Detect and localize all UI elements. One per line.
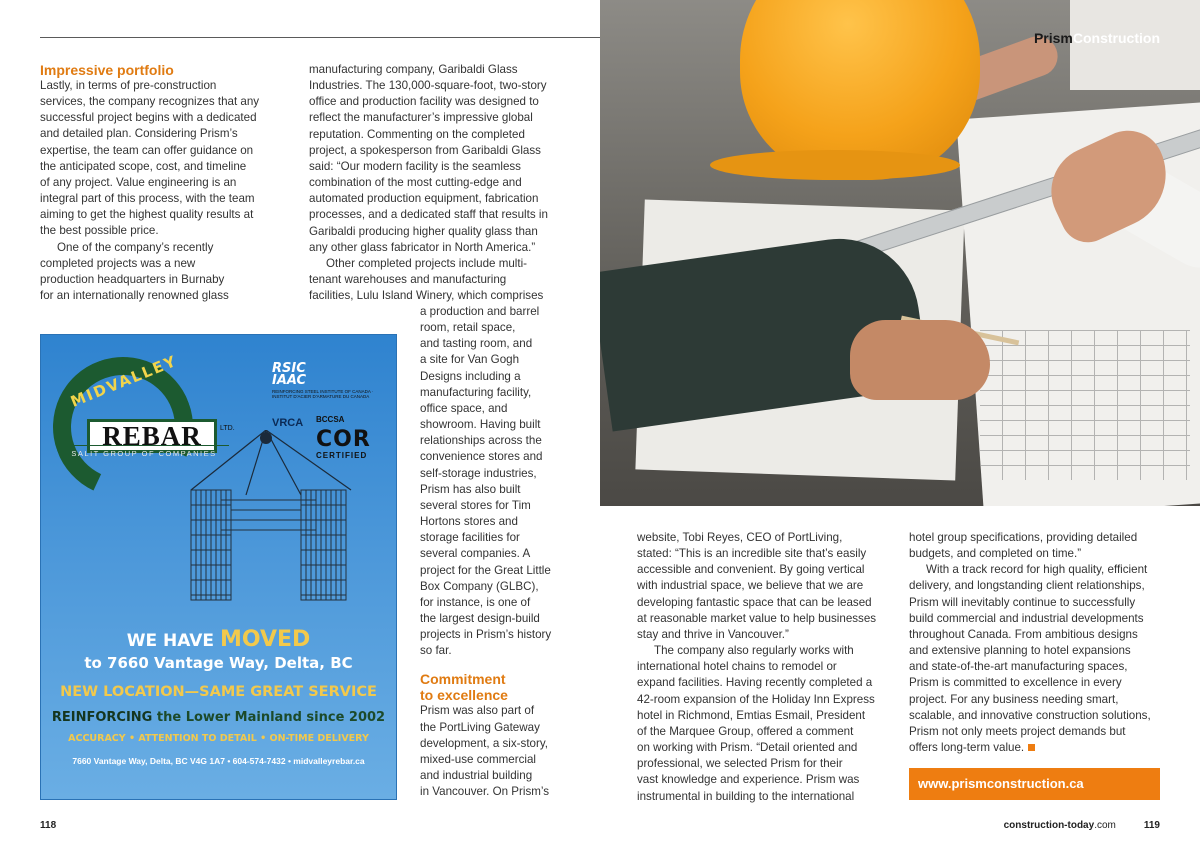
text-line: Designs including a <box>420 369 521 383</box>
column-left-1 <box>40 62 280 304</box>
text-line: accessible and convenient. By going vertical <box>637 563 865 577</box>
text-line: stay and thrive in Vancouver.” <box>637 627 789 641</box>
text-line: Prism will inevitably continue to successfully <box>909 595 1136 609</box>
text-line: stated: “This is an incredible site that’s easily <box>637 547 867 561</box>
paragraph <box>909 562 1164 756</box>
paragraph <box>909 530 1164 562</box>
midvalley-rebar-ad <box>40 334 397 800</box>
text-line: for an internationally renowned glass <box>40 289 229 303</box>
text-line: several stores for Tim <box>420 498 531 512</box>
ad-contact: 7660 Vantage Way, Delta, BC V4G 1A7 • 604-574-7432 • midvalleyrebar.ca <box>72 756 365 766</box>
paragraph <box>309 256 564 304</box>
page-number-left: 118 <box>40 820 57 831</box>
text-line: vast knowledge and experience. Prism was <box>637 773 860 787</box>
text-line: and tasting room, and <box>420 337 533 351</box>
midvalley-logo: MIDVALLEY REBAR LTD. <box>53 357 223 467</box>
certification-logos: RSIC IAAC REINFORCING STEEL INSTITUTE OF CANADA · INSTITUT D'ACIER D'ARMATURE DU CANADA VRCA BCCSA COR CERTIFIED <box>272 363 382 399</box>
paragraph <box>420 304 570 659</box>
text-line: convenience stores and <box>420 450 543 464</box>
text-line: of the Marquee Group, offered a comment <box>637 724 854 738</box>
text-line: room, retail space, <box>420 321 516 335</box>
writing-hand <box>850 320 990 400</box>
text-line: Industries. The 130,000-square-foot, two-story <box>309 79 547 93</box>
text-line: a site for Van Gogh <box>420 353 520 367</box>
text-line: in Vancouver. On Prism’s <box>420 785 550 799</box>
column-right-1 <box>637 530 897 805</box>
text-line: Garibaldi producing higher quality glass than <box>309 224 538 238</box>
text-line: hotel group specifications, providing detailed <box>909 531 1138 544</box>
text-line: said: “Our modern facility is the seamless <box>309 159 521 173</box>
end-mark-icon <box>1028 744 1035 751</box>
text-line: office space, and <box>420 401 508 415</box>
text-line: Lastly, in terms of pre-construction <box>40 79 217 92</box>
paragraph <box>309 62 564 256</box>
text-line: projects in Prism’s history <box>420 628 552 642</box>
text-line: One of the company’s recently <box>57 240 214 254</box>
text-line: With a track record for high quality, efficient <box>926 563 1148 577</box>
text-line: expertise, the team can offer guidance on <box>40 143 254 157</box>
text-line: manufacturing company, Garibaldi Glass <box>309 63 518 76</box>
text-line: aiming to get the highest quality results at <box>40 208 254 222</box>
text-line: self-storage industries, <box>420 466 537 480</box>
brand-prism: Prism <box>1033 30 1073 46</box>
text-line: build commercial and industrial developments <box>909 611 1144 625</box>
text-line: Other completed projects include multi- <box>326 256 528 270</box>
paragraph <box>40 78 280 240</box>
text-line: budgets, and completed on time.” <box>909 547 1082 561</box>
text-line: The company also regularly works with <box>654 644 854 658</box>
text-line: website, Tobi Reyes, CEO of PortLiving, <box>637 531 843 544</box>
text-line: services, the company recognizes that any <box>40 95 260 109</box>
text-line: instrumental in building to the international <box>637 789 855 803</box>
text-line: relationships across the <box>420 434 542 448</box>
text-line: professional, we selected Prism for their <box>637 757 843 771</box>
text-line: Prism not only meets project demands but <box>909 724 1126 738</box>
text-line: storage facilities for <box>420 531 520 545</box>
text-line: reflect the manufacturer’s impressive global <box>309 111 533 125</box>
text-line: office and production facility was designed to <box>309 95 539 109</box>
paragraph <box>40 240 280 305</box>
text-line: Prism is committed to excellence in every <box>909 676 1122 690</box>
text-line: offers long-term value. <box>909 740 1164 756</box>
text-line: and state-of-the-art manufacturing spaces, <box>909 660 1128 674</box>
text-line: scalable, and innovative construction solutions, <box>909 708 1151 722</box>
ad-copy: WE HAVE MOVED to 7660 Vantage Way, Delta, BC NEW LOCATION—SAME GREAT SERVICE REINFORCING the Lower Mainland since 2002 ACCURACY • ATTENTION TO DETAIL • ON-TIME DELIVERY 7660 Vantage Way, Delta, BC V4G 1A7 • 604-574-7432 • midvalleyrebar.ca <box>41 627 396 766</box>
rsic-logo: RSIC IAAC <box>272 361 307 388</box>
text-line: reputation. Commenting on the completed <box>309 127 525 141</box>
text-line: international hotel chains to remodel or <box>637 660 837 674</box>
text-line: delivery, and longstanding client relationships, <box>909 579 1145 593</box>
text-line: developing fantastic space that can be leased <box>637 595 872 609</box>
cor-logo: COR <box>316 427 371 452</box>
text-line: combination of the most cutting-edge and <box>309 176 522 190</box>
text-line: throughout Canada. From ambitious designs <box>909 627 1138 641</box>
text-line: with industrial space, we believe that we are <box>637 579 864 593</box>
blueprint-photo <box>600 0 1200 506</box>
text-line: Box Company (GLBC), <box>420 579 539 593</box>
column-right-2 <box>909 530 1164 756</box>
text-line: project, a spokesperson from Garibaldi Glass <box>309 143 541 157</box>
group-tagline: SALIT GROUP OF COMPANIES <box>59 445 229 458</box>
text-line: showroom. Having built <box>420 418 541 432</box>
text-line: development, a six-story, <box>420 736 549 750</box>
text-line: manufacturing facility, <box>420 385 532 399</box>
text-line: of any project. Value engineering is an <box>40 175 237 189</box>
bccsa-logo: BCCSA <box>316 415 345 424</box>
text-line: the anticipated scope, cost, and timeline <box>40 159 247 173</box>
footer-right: construction-today.com 119 <box>1003 820 1160 831</box>
text-line: Prism was also part of <box>420 704 535 718</box>
text-line: on working with Prism. “Detail oriented and <box>637 741 858 755</box>
vrca-logo: VRCA <box>272 417 304 429</box>
text-line: integral part of this process, with the team <box>40 192 255 206</box>
text-line: hotel in Richmond, Emtias Esmail, President <box>637 708 866 722</box>
text-line: project. For any business needing smart, <box>909 692 1119 706</box>
section-heading: Commitment to excellence <box>420 671 508 704</box>
text-line: at reasonable market value to help businesses <box>637 611 877 625</box>
text-line: production headquarters in Burnaby <box>40 272 225 286</box>
text-line: and industrial building <box>420 769 533 783</box>
page-number-right: 119 <box>1143 820 1160 831</box>
text-line: processes, and a dedicated staff that results in <box>309 208 548 222</box>
text-line: the PortLiving Gateway <box>420 720 540 734</box>
column-left-2 <box>309 62 564 304</box>
text-line: project for the Great Little <box>420 563 551 577</box>
text-line: successful project begins with a dedicated <box>40 111 257 125</box>
website-link[interactable]: www.prismconstruction.ca <box>909 768 1160 800</box>
floor-plan-lines <box>980 330 1190 480</box>
paragraph <box>637 643 897 805</box>
text-line: so far. <box>420 644 452 658</box>
text-line: Prism has also built <box>420 482 521 496</box>
text-line: completed projects was a new <box>40 256 196 270</box>
publication-brand <box>1034 30 1160 46</box>
paragraph <box>420 703 570 800</box>
text-line: automated production equipment, fabrication <box>309 192 539 206</box>
brand-construction: Construction <box>1072 30 1160 46</box>
text-line: Hortons stores and <box>420 515 518 529</box>
text-line: a production and barrel <box>420 305 540 318</box>
text-line: mixed-use commercial <box>420 752 536 766</box>
text-line: for instance, is one of <box>420 595 531 609</box>
text-line: the best possible price. <box>40 224 159 238</box>
text-line: expand facilities. Having recently completed a <box>637 676 873 690</box>
text-line: and detailed plan. Considering Prism’s <box>40 127 238 141</box>
text-line: and extensive planning to hotel expansions <box>909 644 1131 658</box>
text-line: facilities, Lulu Island Winery, which comprises <box>309 289 544 303</box>
text-line: the largest design-build <box>420 611 540 625</box>
column-left-3 <box>420 304 570 800</box>
text-line: tenant warehouses and manufacturing <box>309 273 507 287</box>
section-heading: Impressive portfolio <box>40 62 174 78</box>
text-line: 42-room expansion of the Holiday Inn Express <box>637 692 875 706</box>
text-line: any other glass fabricator in North America.” <box>309 240 536 254</box>
text-line: several companies. A <box>420 547 531 561</box>
paragraph <box>637 530 897 643</box>
